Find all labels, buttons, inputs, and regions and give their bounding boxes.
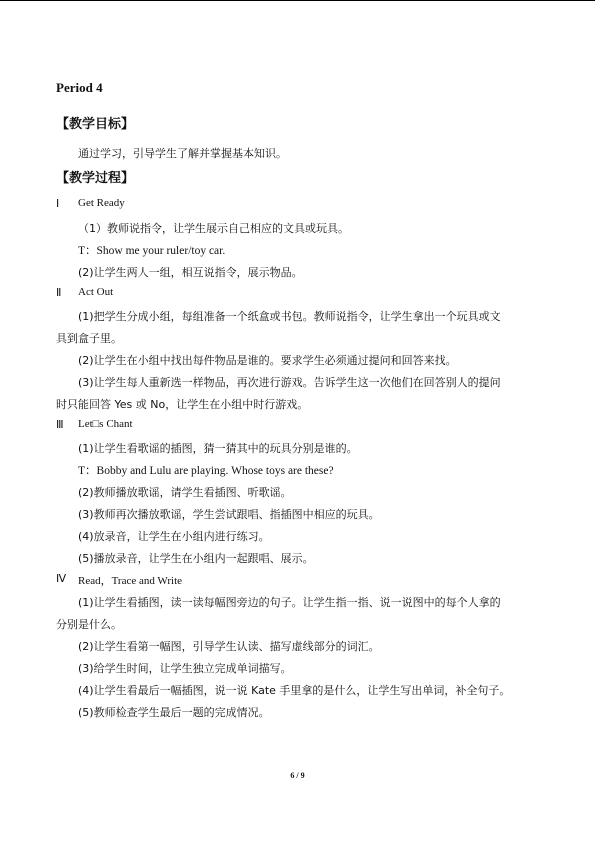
section-3-title: Let□s Chant [78, 418, 133, 430]
section-3-number: Ⅲ [56, 419, 64, 431]
section-4-title: Read，Trace and Write [78, 575, 183, 587]
section-2-line-3: (2)让学生在小组中找出每件物品是谁的。要求学生必须通过提问和回答来找。 [78, 354, 457, 367]
section-1-number: Ⅰ [56, 198, 60, 210]
section-4-line-5: (4)让学生看最后一幅插图，说一说 Kate 手里拿的是什么，让学生写出单词，补全句子。 [78, 684, 511, 697]
section-2-line-4: (3)让学生每人重新选一样物品，再次进行游戏。告诉学生这一次他们在回答别人的提问 [78, 376, 501, 389]
section-3-line-2: T：Bobby and Lulu are playing. Whose toys are these? [78, 465, 334, 477]
objective-heading: 【教学目标】 [56, 117, 135, 132]
section-3-line-6: (5)播放录音，让学生在小组内一起跟唱、展示。 [78, 552, 314, 565]
section-4-line-3: (2)让学生看第一幅图，引导学生认读、描写虚线部分的词汇。 [78, 640, 380, 653]
page-number: 6 / 9 [290, 771, 305, 780]
section-1-line-1: （1）教师说指令，让学生展示自己相应的文具或玩具。 [78, 222, 349, 235]
section-2-line-2: 具到盒子里。 [56, 332, 122, 345]
section-2-number: Ⅱ [56, 287, 62, 299]
section-1-line-3: (2)让学生两人一组，相互说指令，展示物品。 [78, 266, 303, 279]
section-4-line-6: (5)教师检查学生最后一题的完成情况。 [78, 706, 270, 719]
section-4-line-2: 分别是什么。 [56, 618, 122, 631]
period-title: Period 4 [56, 80, 103, 95]
section-3-line-1: (1)让学生看歌谣的插图，猜一猜其中的玩具分别是谁的。 [78, 442, 358, 455]
section-2-title: Act Out [78, 286, 114, 298]
section-3-line-3: (2)教师播放歌谣，请学生看插图、听歌谣。 [78, 486, 292, 499]
section-3-line-4: (3)教师再次播放歌谣，学生尝试跟唱、指插图中相应的玩具。 [78, 508, 380, 521]
process-heading: 【教学过程】 [56, 171, 135, 186]
section-4-line-4: (3)给学生时间，让学生独立完成单词描写。 [78, 662, 292, 675]
section-1-line-2: T：Show me your ruler/toy car. [78, 245, 226, 257]
section-4-number: Ⅳ [56, 573, 67, 585]
objective-text: 通过学习，引导学生了解并掌握基本知识。 [78, 147, 287, 160]
section-4-line-1: (1)让学生看插图，读一读每幅图旁边的句子。让学生指一指、说一说图中的每个人拿的 [78, 596, 501, 609]
section-1-title: Get Ready [78, 197, 125, 209]
section-2-line-5: 时只能回答 Yes 或 No，让学生在小组中时行游戏。 [56, 398, 309, 411]
top-border-line [0, 0, 595, 1]
section-2-line-1: (1)把学生分成小组，每组准备一个纸盒或书包。教师说指令，让学生拿出一个玩具或文 [78, 310, 501, 323]
section-3-line-5: (4)放录音，让学生在小组内进行练习。 [78, 530, 270, 543]
